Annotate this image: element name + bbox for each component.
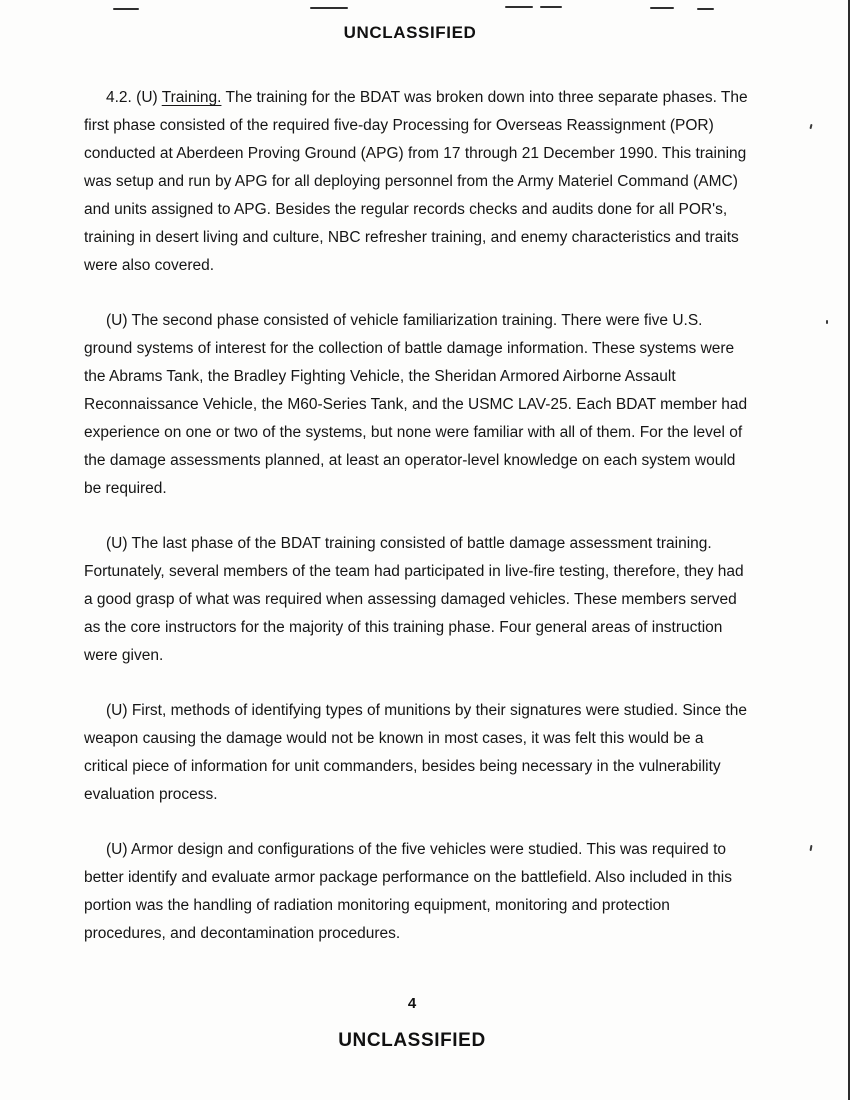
section-number-and-marking: 4.2. (U): [106, 89, 158, 106]
scan-artifact-dash: [113, 8, 139, 10]
paragraph-section-4-2: [84, 84, 748, 280]
paragraph-second-phase: (U) The second phase consisted of vehicle familiarization training. There were five U.S. ground systems of interest for the collection of battle damage information. These systems were the Abrams Tank, the Bradley Fighting Vehicle, the Sheridan Armored Airborne Assault Reconnaissance Vehicle, the M60-Series Tank, and the USMC LAV-25. Each BDAT member had experience on one or two of the systems, but none were familiar with all of them. For the level of the damage assessments planned, at least an operator-level knowledge on each system would be required.: [84, 312, 748, 497]
paragraph-armor-design: (U) Armor design and configurations of the five vehicles were studied. This was required to better identify and evaluate armor package performance on the battlefield. Also included in this portion was the handling of radiation monitoring equipment, monitoring and protection procedures, and decontamination procedures.: [84, 841, 732, 942]
scan-artifact-dash: [540, 6, 562, 8]
paragraph-munitions-identification: (U) First, methods of identifying types of munitions by their signatures were studied. Since the weapon causing the damage would not be known in most cases, it was felt this would be a critical piece of information for unit commanders, besides being necessary in the vulnerability evaluation process.: [84, 702, 747, 803]
page-number: 4: [407, 995, 417, 1012]
scan-speck-mark: [826, 320, 828, 324]
footer-classification: UNCLASSIFIED: [338, 1030, 486, 1051]
section-heading: Training.: [161, 89, 222, 106]
document-body: [84, 84, 748, 948]
scan-artifact-dash: [697, 8, 714, 10]
scan-artifact-dash: [650, 7, 674, 9]
paragraph-last-phase: (U) The last phase of the BDAT training consisted of battle damage assessment training. Fortunately, several members of the team had participated in live-fire testing, therefore, they had a good grasp of what was required when assessing damaged vehicles. These members served as the core instructors for the majority of this training phase. Four general areas of instruction were given.: [84, 535, 744, 664]
scan-artifact-dash: [310, 7, 348, 9]
scan-speck-mark: [809, 845, 812, 851]
scan-speck-mark: [809, 124, 812, 129]
header-classification: UNCLASSIFIED: [343, 23, 477, 42]
scan-artifact-dash: [505, 6, 533, 8]
section-body-text: The training for the BDAT was broken down into three separate phases. The first phase consisted of the required five-day Processing for Overseas Reassignment (POR) conducted at Aberdeen Proving Ground (APG) from 17 through 21 December 1990. This training was setup and run by APG for all deploying personnel from the Army Materiel Command (AMC) and units assigned to APG. Besides the regular records checks and audits done for all POR's, training in desert living and culture, NBC refresher training, and enemy characteristics and traits were also covered.: [84, 89, 748, 274]
